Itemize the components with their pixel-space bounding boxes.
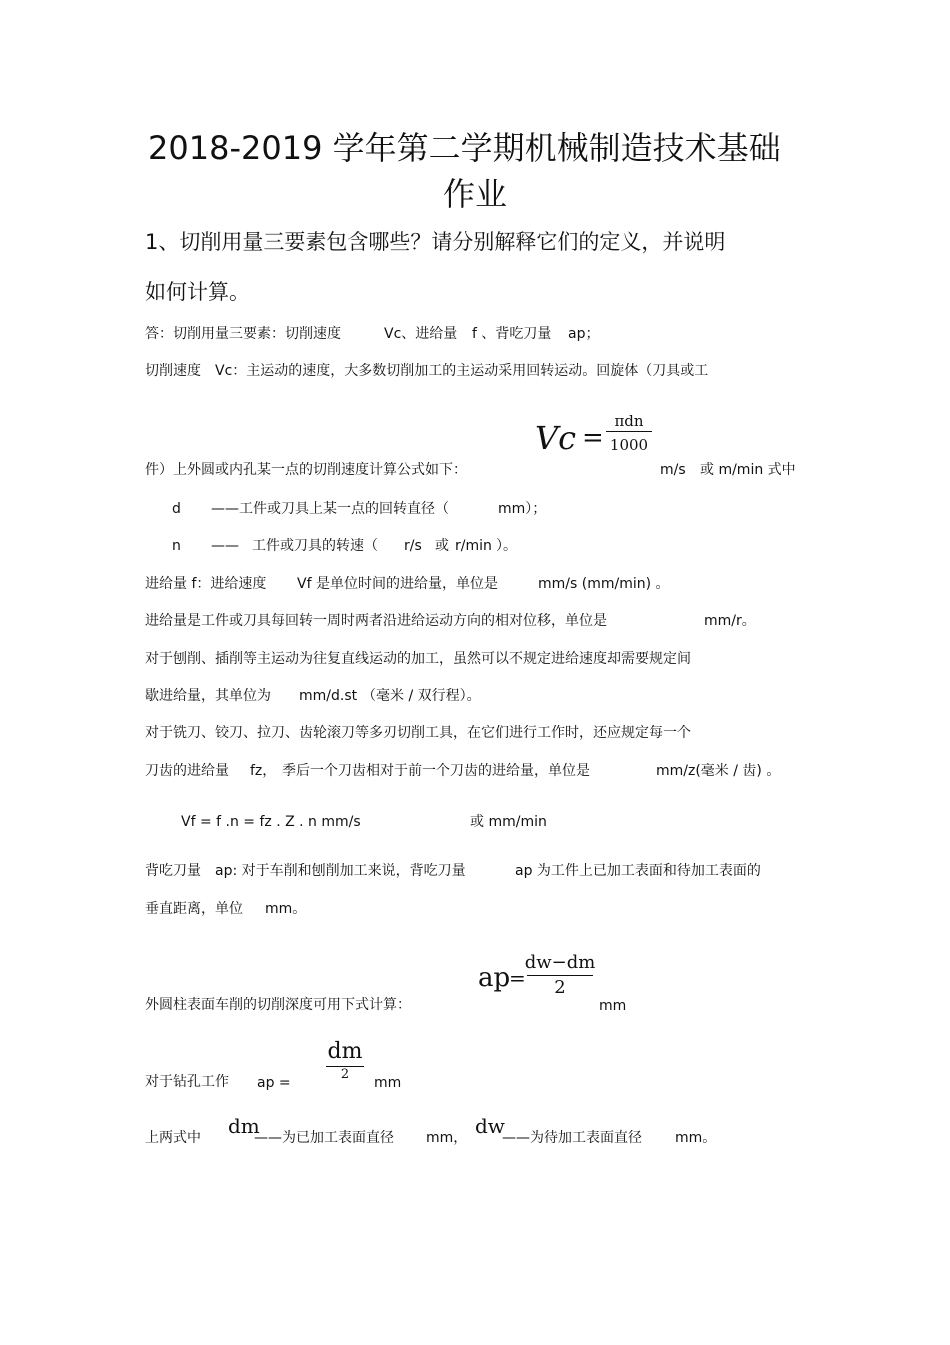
n-def-b: 工件或刀具的转速（	[252, 538, 378, 554]
legend-c: mm，	[426, 1130, 468, 1146]
vc-formula-numerator: πdn	[614, 412, 644, 430]
vc-formula-denominator: 1000	[609, 436, 649, 454]
d-def-b: mm）；	[498, 501, 547, 517]
f-line1-b: Vf 是单位时间的进给量，单位是	[297, 576, 498, 592]
ap-drill-unit: mm	[374, 1075, 402, 1091]
ap-drill-denominator: 2	[340, 1067, 350, 1082]
f-line4-c: （毫米 / 双行程）。	[362, 688, 481, 704]
ap-drill-a: 对于钻孔工作	[145, 1074, 229, 1090]
ap-drill-b: ap =	[257, 1075, 291, 1091]
ap-formula-denominator: 2	[554, 977, 566, 998]
f-line3: 对于刨削、插削等主运动为往复直线运动的加工，虽然可以不规定进给速度却需要规定间	[145, 651, 691, 667]
vc-line2-c: 或 m/min 式中	[700, 462, 796, 478]
vf-formula-a: Vf = f .n = fz . Z . n mm/s	[181, 814, 361, 830]
legend-dm-symbol: dm	[228, 1114, 260, 1138]
n-symbol: n	[172, 538, 181, 554]
ap-line1-c: ap 为工件上已加工表面和待加工表面的	[515, 863, 761, 879]
f-line6-d: mm/z(毫米 / 齿) 。	[656, 763, 781, 779]
ap-drill-numerator: dm	[327, 1039, 363, 1064]
n-def-e: r/min	[455, 538, 492, 554]
ap-line2-b: mm。	[265, 901, 307, 917]
d-def-a: ——工件或刀具上某一点的回转直径（	[211, 501, 449, 517]
vc-formula-lhs: Vc	[535, 419, 577, 457]
legend-dw-symbol: dw	[475, 1114, 505, 1138]
answer-intro-d: ap；	[568, 326, 600, 342]
n-def-d: 或	[435, 538, 449, 554]
ap-formula-eq: =	[509, 966, 526, 990]
ap-formula-fraction	[524, 951, 596, 1000]
legend-e: mm。	[675, 1130, 717, 1146]
answer-intro-b: Vc、进给量	[384, 326, 458, 342]
document-title-line2: 作业	[443, 175, 508, 213]
question-line1: 1、切削用量三要素包含哪些？请分别解释它们的定义，并说明	[145, 230, 726, 254]
vc-line2-a: 件）上外圆或内孔某一点的切削速度计算公式如下：	[145, 462, 467, 478]
f-line1-a: 进给量 f：进给速度	[145, 576, 267, 592]
vc-formula-eq: =	[582, 423, 604, 453]
f-line6-c: 季后一个刀齿相对于前一个刀齿的进给量，单位是	[282, 763, 590, 779]
f-line6-a: 刀齿的进给量	[145, 763, 229, 779]
ap-formula-numerator: dw−dm	[524, 952, 596, 973]
ap-drill-fraction	[326, 1038, 364, 1083]
vc-line1-b: Vc：主运动的速度，大多数切削加工的主运动采用回转运动。回旋体（刀具或工	[215, 363, 709, 379]
n-def-c: r/s	[404, 538, 422, 554]
f-line2-a: 进给量是工件或刀具每回转一周时两者沿进给运动方向的相对位移，单位是	[145, 613, 607, 629]
f-line1-c: mm/s (mm/min) 。	[538, 576, 670, 592]
legend-a: 上两式中	[145, 1130, 201, 1146]
fraction-bar	[606, 431, 652, 432]
f-line5: 对于铣刀、铰刀、拉刀、齿轮滚刀等多刃切削工具，在它们进行工作时，还应规定每一个	[145, 725, 691, 741]
answer-intro-c: f 、背吃刀量	[472, 326, 552, 342]
question-line2: 如何计算。	[145, 280, 250, 304]
document-title-line1: 2018-2019 学年第二学期机械制造技术基础	[148, 129, 781, 167]
f-line4-a: 歇进给量，其单位为	[145, 688, 271, 704]
legend-d: ——为待加工表面直径	[502, 1130, 642, 1146]
n-def-f: ）。	[496, 538, 517, 554]
f-line6-b: fz，	[250, 763, 277, 779]
vc-line1-a: 切削速度	[145, 363, 201, 379]
legend-b: ——为已加工表面直径	[254, 1130, 394, 1146]
f-line4-b: mm/d.st	[299, 688, 358, 704]
ap-line1-a: 背吃刀量	[145, 863, 201, 879]
ap-outer-text: 外圆柱表面车削的切削深度可用下式计算：	[145, 997, 411, 1013]
ap-line2-a: 垂直距离，单位	[145, 901, 243, 917]
f-line2-b: mm/r。	[704, 613, 756, 629]
ap-formula-lhs: ap	[478, 963, 511, 993]
vf-formula-b: 或 mm/min	[470, 814, 547, 830]
ap-line1-b: ap: 对于车削和刨削加工来说，背吃刀量	[215, 863, 466, 879]
vc-line2-unit: m/s	[660, 462, 686, 478]
vc-formula-fraction	[606, 411, 652, 456]
d-symbol: d	[172, 501, 181, 517]
n-def-a: ——	[211, 538, 239, 554]
ap-outer-unit: mm	[599, 998, 627, 1014]
answer-intro-a: 答：切削用量三要素：切削速度	[145, 326, 341, 342]
